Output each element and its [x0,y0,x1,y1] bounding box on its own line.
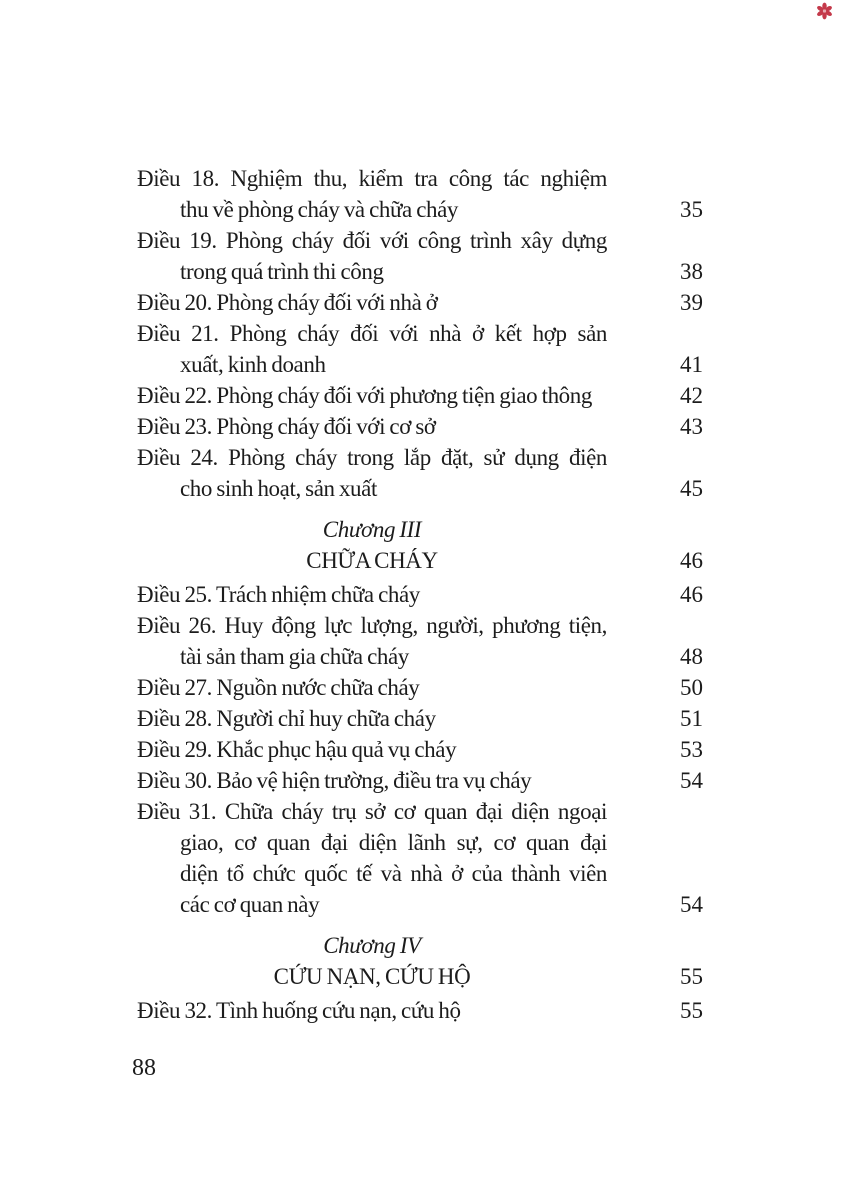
toc-page-number: 54 [680,768,703,793]
toc-page-number: 54 [680,892,703,917]
toc-page-number: 46 [680,582,703,607]
toc-line [137,641,703,672]
toc-page-number: 42 [680,383,703,408]
toc-line [137,827,703,858]
toc-line [137,225,703,256]
toc-line-text: Điều 23. Phòng cháy đối với cơ sở [137,414,436,439]
toc-line-text: Điều 25. Trách nhiệm chữa cháy [137,582,420,607]
toc-page-number: 55 [680,964,703,989]
toc-line-text: tài sản tham gia chữa cháy [180,644,409,669]
toc-line-text: Điều 30. Bảo vệ hiện trường, điều tra vụ cháy [137,768,532,793]
toc-line [137,442,703,473]
toc-line [137,703,703,734]
toc-line [137,411,703,442]
toc-line [137,796,703,827]
toc-line-text: giao, cơ quan đại diện lãnh sự, cơ quan đại [180,830,607,855]
toc-line-text: Điều 28. Người chỉ huy chữa cháy [137,706,436,731]
toc-line-text: Điều 22. Phòng cháy đối với phương tiện giao thông [137,383,592,408]
toc-line-text: Chương III [322,517,422,542]
toc-line-text: diện tổ chức quốc tế và nhà ở của thành viên [180,861,607,886]
toc-page-number: 38 [680,259,703,284]
toc-line [137,765,703,796]
toc-line-text: Điều 18. Nghiệm thu, kiểm tra công tác nghiệm [137,166,607,191]
toc-line [137,473,703,504]
chapter-label [137,930,703,961]
toc-line [137,889,703,920]
toc-line [137,610,703,641]
toc-line-text: các cơ quan này [180,892,320,917]
folio-page-number: 88 [132,1055,156,1081]
toc-line [137,734,703,765]
toc-line-text: Điều 24. Phòng cháy trong lắp đặt, sử dụng điện [137,445,607,470]
toc-line [137,380,703,411]
toc-line [137,194,703,225]
toc-line [137,995,703,1026]
toc-line-text: CHỮA CHÁY [306,548,438,573]
toc-line-text: Điều 19. Phòng cháy đối với công trình xây dựng [137,228,607,253]
toc-line-text: Điều 29. Khắc phục hậu quả vụ cháy [137,737,457,762]
toc-page-number: 39 [680,290,703,315]
toc-page-number: 48 [680,644,703,669]
toc-line [137,579,703,610]
toc-line-text: Điều 27. Nguồn nước chữa cháy [137,675,420,700]
toc-line-text: Điều 26. Huy động lực lượng, người, phương tiện, [137,613,607,638]
toc-page-number: 53 [680,737,703,762]
toc-line [137,349,703,380]
toc-page-number: 50 [680,675,703,700]
toc-line-text: CỨU NẠN, CỨU HỘ [273,964,471,989]
toc-line-text: Điều 32. Tình huống cứu nạn, cứu hộ [137,998,461,1023]
toc-line [137,318,703,349]
chapter-title [137,545,703,576]
toc-page-number: 46 [680,548,703,573]
toc-page-number: 43 [680,414,703,439]
toc-page-number: 41 [680,352,703,377]
toc-page-number: 55 [680,998,703,1023]
toc-line-text: Điều 31. Chữa cháy trụ sở cơ quan đại diện ngoại [137,799,607,824]
chapter-title [137,961,703,992]
toc-line [137,256,703,287]
toc-line-text: Điều 20. Phòng cháy đối với nhà ở [137,290,438,315]
toc-line-text: Chương IV [323,933,421,958]
flower-icon [816,2,833,20]
toc-line [137,287,703,318]
toc-line [137,858,703,889]
toc-line-text: trong quá trình thi công [180,259,384,284]
toc-page-number: 51 [680,706,703,731]
toc-line-text: xuất, kinh doanh [180,352,326,377]
toc-page-number: 35 [680,197,703,222]
toc-line [137,163,703,194]
toc-line-text: Điều 21. Phòng cháy đối với nhà ở kết hợp sản [137,321,607,346]
toc-line-text: thu về phòng cháy và chữa cháy [180,197,459,222]
toc-line-text: cho sinh hoạt, sản xuất [180,476,377,501]
chapter-label [137,514,703,545]
toc-page-number: 45 [680,476,703,501]
toc-line [137,672,703,703]
table-of-contents [137,163,703,1026]
